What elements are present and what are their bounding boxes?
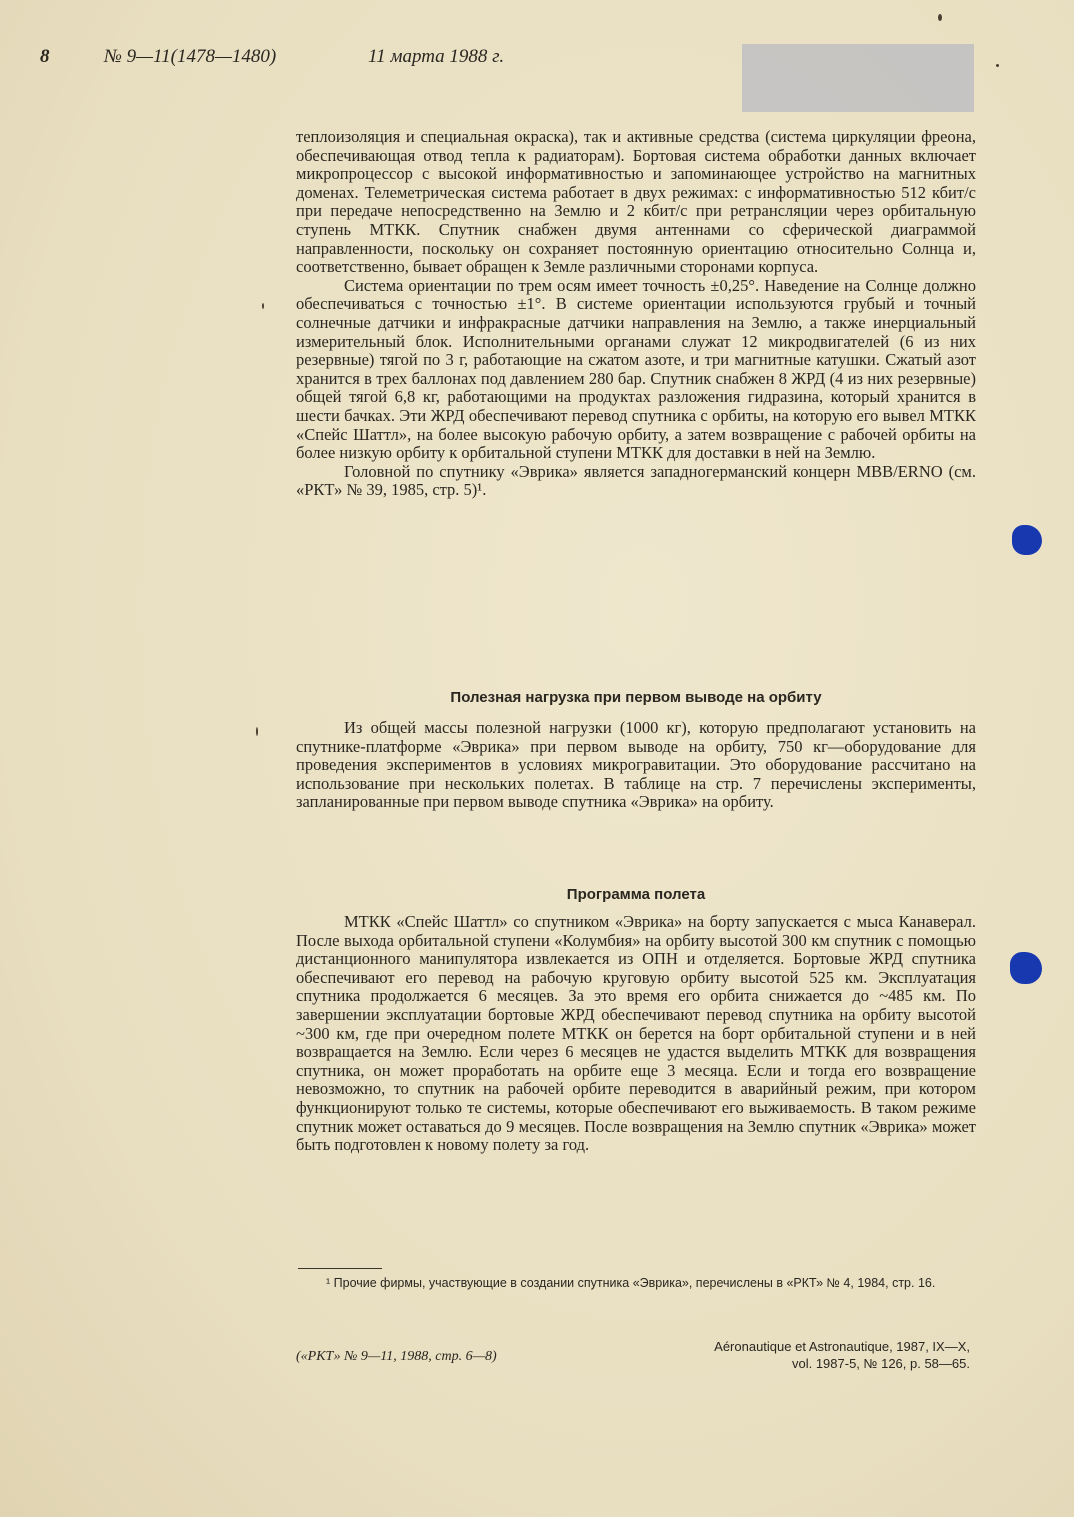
paragraph-flight: МТКК «Спейс Шаттл» со спутником «Эврика» на борту запускается с мыса Канаверал. После выхода орбитальной ступени «Колумбия» на орбиту высотой 300 км спутник с помощью дистанционного манипулятора извлекается из ОПН и отделяется. Бортовые ЖРД спутника обеспечивают его перевод на рабочую круговую орбиту высотой 525 км. Эксплуатация спутника продолжается 6 месяцев. За это время его орбита снижается до ~485 км. По завершении эксплуатации бортовые ЖРД обеспечивают перевод спутника на орбиту высотой ~300 км, где при очередном полете МТКК он берется на борт орбитальной ступени и в ней возвращается на Землю. Если через 6 месяцев не удастся выделить МТКК для возвращения спутника, он может проработать на орбите еще 3 месяца. Если и тогда его возвращение невозможно, то спутник на рабочей орбите переводится в аварийный режим, при котором функционируют только те системы, которые обеспечивают его выживаемость. В таком режиме спутник может оставаться до 9 месяцев. После возвращения на Землю спутник «Эврика» может быть подготовлен к новому полету за год. bbox=[296, 912, 976, 1155]
article-text-top bbox=[296, 128, 976, 500]
paragraph-thermal: теплоизоляция и специальная окраска), так и активные средства (система циркуляции фреона, обеспечивающая отвод тепла к радиаторам). Бортовая система обработки данных включает микропроцессор с высокой информативностью и запоминающее устройство на магнитных доменах. Телеметрическая система работает в двух режимах: с информативностью 512 кбит/с при передаче непосредственно на Землю и 2 кбит/с при ретрансляции через орбитальную ступень МТКК. Спутник снабжен двумя антеннами со сферической диаграммой направленности, поскольку он сохраняет постоянную ориентацию относительно Солнца и, соответственно, бывает обращен к Земле различными сторонами корпуса. bbox=[296, 127, 976, 277]
source-journal: Aéronautique et Astronautique, 1987, IX—X, bbox=[714, 1339, 970, 1354]
footnote-rule bbox=[298, 1268, 382, 1269]
source-citation: («РКТ» № 9—11, 1988, стр. 6—8) bbox=[296, 1349, 497, 1364]
issue-number: № 9—11(1478—1480) bbox=[104, 46, 277, 67]
ink-blot bbox=[1010, 952, 1042, 984]
issue-date: 11 марта 1988 г. bbox=[368, 46, 505, 67]
paper-speck bbox=[996, 64, 999, 67]
paragraph-orientation: Система ориентации по трем осям имеет точность ±0,25°. Наведение на Солнце должно обеспечиваться с точностью ±1°. В системе ориентации используются грубый и точный солнечные датчики и инфракрасные датчики направления на Землю, а также инерциальный измерительный блок. Исполнительными органами служат 12 микродвигателей (6 из них резервные) тягой по 3 г, работающие на сжатом азоте, и три магнитные катушки. Сжатый азот хранится в трех баллонах под давлением 280 бар. Спутник снабжен 8 ЖРД (4 из них резервные) общей тягой 6,8 кг, работающими на продуктах разложения гидразина, который хранится в шести бачках. Эти ЖРД обеспечивают перевод спутника с орбиты, на которую его вывел МТКК «Спейс Шаттл», на более высокую рабочую орбиту, а затем возвращение с рабочей орбиты на более низкую орбиту к орбитальной ступени МТКК для доставки в ней на Землю. bbox=[296, 275, 976, 463]
ink-blot bbox=[1012, 525, 1042, 555]
heading-flight-program: Программа полета bbox=[566, 886, 706, 903]
paper-speck bbox=[938, 14, 942, 21]
paper-speck bbox=[262, 303, 264, 309]
page-number: 8 bbox=[40, 46, 50, 67]
library-stamp bbox=[742, 44, 974, 112]
footnote bbox=[296, 1276, 976, 1291]
article-text-flight bbox=[296, 913, 976, 1155]
article-text-payload bbox=[296, 719, 976, 812]
paragraph-payload: Из общей массы полезной нагрузки (1000 кг), которую предполагают установить на спутнике-платформе «Эврика» при первом выводе на орбиту, 750 кг—оборудование для проведения экспериментов в условиях микрогравитации. Это оборудование рассчитано на использование при нескольких полетах. В таблице на стр. 7 перечислены эксперименты, запланированные при первом выводе спутника «Эврика» на орбиту. bbox=[296, 718, 976, 812]
source-volume: vol. 1987-5, № 126, р. 58—65. bbox=[791, 1356, 970, 1371]
footnote-text: ¹ Прочие фирмы, участвующие в создании спутника «Эврика», перечислены в «РКТ» № 4, 1984, стр. 16. bbox=[326, 1276, 936, 1290]
heading-payload: Полезная нагрузка при первом выводе на орбиту bbox=[450, 689, 822, 706]
paper-speck bbox=[256, 727, 258, 736]
source-reference bbox=[560, 1338, 970, 1372]
paragraph-contractor: Головной по спутнику «Эврика» является западногерманский концерн MBB/ERNO (см. «РКТ» № 39, 1985, стр. 5)¹. bbox=[296, 461, 976, 500]
